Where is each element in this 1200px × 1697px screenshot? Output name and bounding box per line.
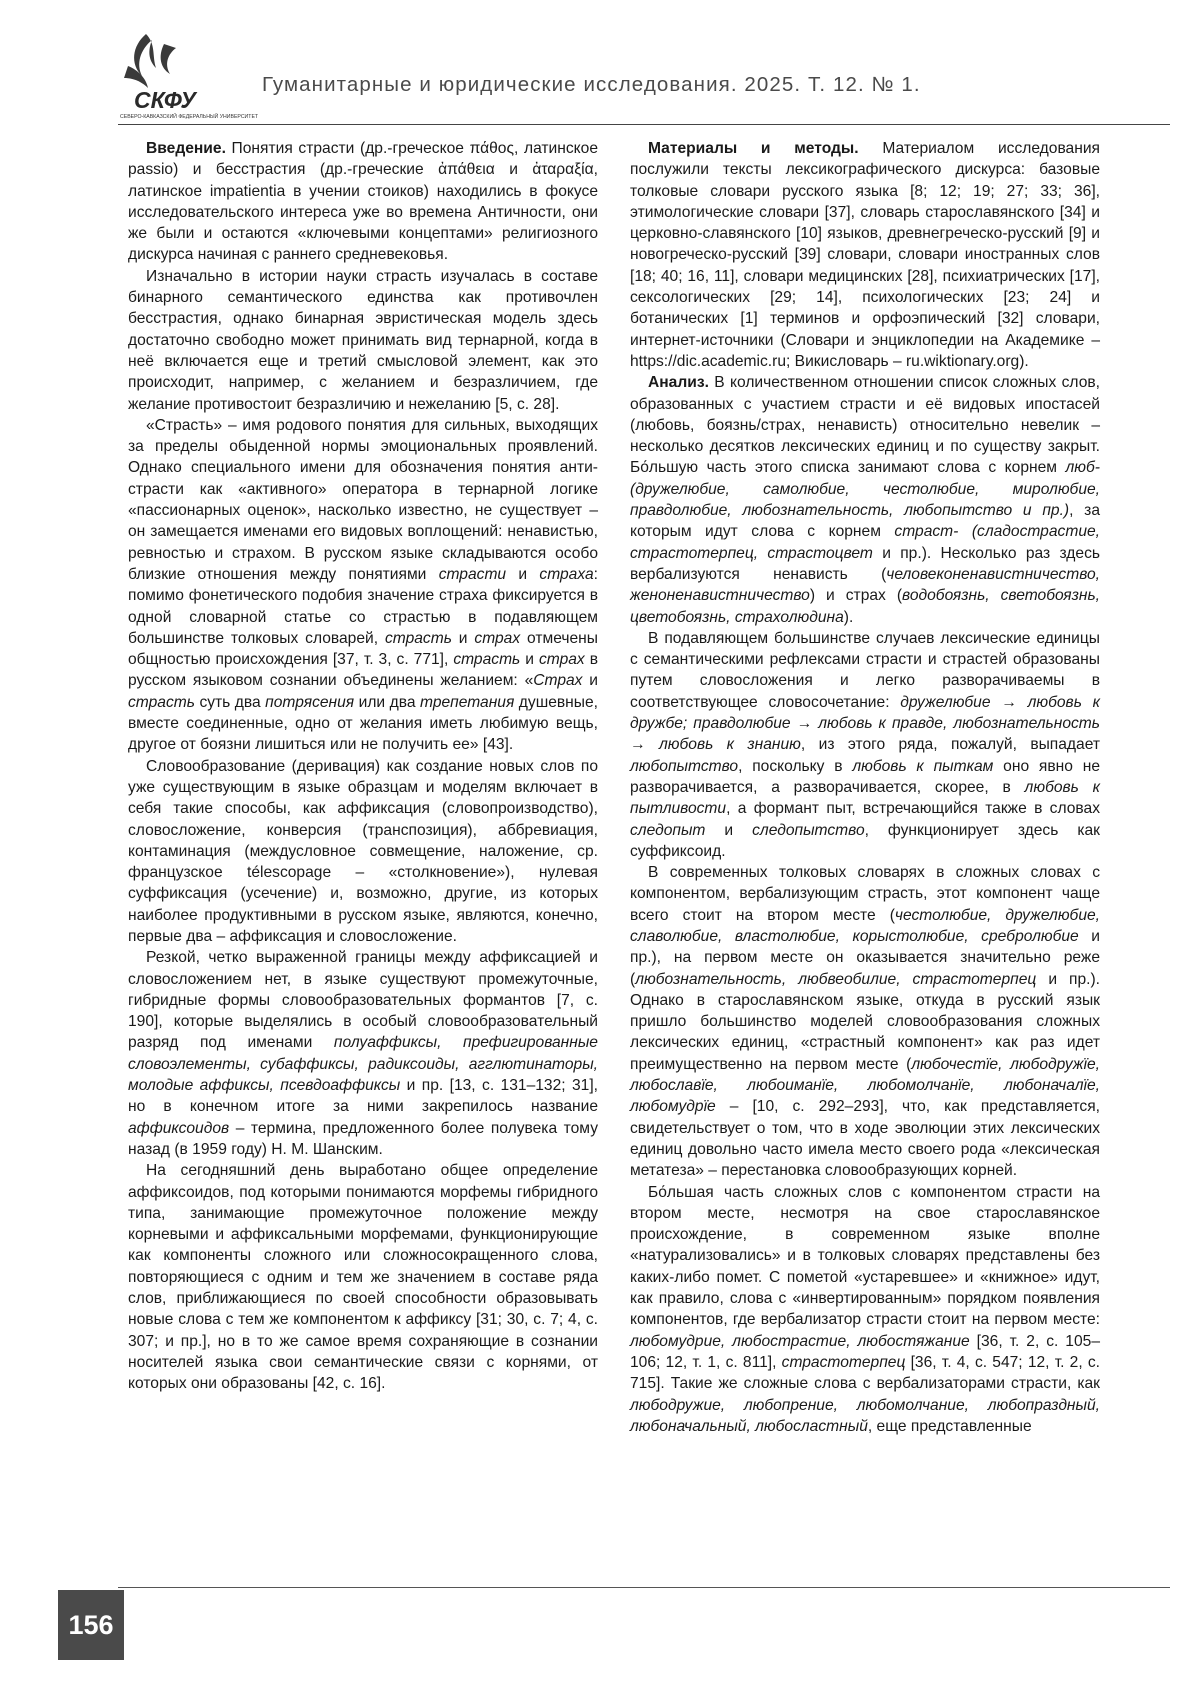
section-heading-methods: Материалы и методы. [648,140,859,157]
paragraph: Словообразование (деривация) как создание новых слов по уже существующим в языке образцам и моделям включает в себя такие способы, как аффиксация (словопроизводство), словосложение, конверсия (транспозиция), аббревиация, контаминация (междусловное совмещение, наложение, ср. французское télescopage – «столкновение»), нулевая суффиксация (усечение) и, возможно, другие, из которых наиболее продуктивными в русском языке, являются, конечно, первые два – аффиксация и словосложение. [128,757,598,945]
paragraph: В современных толковых словарях в сложных словах с компонентом, вербализующим страсть, этот компонент чаще всего стоит на втором месте (честолюбие, дружелюбие, славолюбие, властолюбие, корыстолюбие, сребролюбие и пр.), на первом месте он оказывается значительно реже (любознательность, любвеобилие, страстотерпец и пр.). Однако в старославянском языке, откуда в русский язык пришло большинство моделей словообразования сложных лексических единиц, «страстный компонент» как раз идет преимущественно на первом месте (любочестїе, любодружїе, любославїе, любоиманїе, любомолчанїе, любоначалїе, любомудрїе – [10, с. 292–293], что, как представляется, свидетельствует о том, что в ходе эволюции этих лексических единиц довольно часто имела место своего рода «лексическая метатеза» – перестановка словообразующих корней. [630,864,1101,1180]
paragraph: Изначально в истории науки страсть изучалась в составе бинарного семантического единства как противочлен бесстрастия, однако бинарная эвристическая модель здесь достаточно свободно может принимать вид тернарной, когда в неё включается еще и третий смысловой элемент, как это происходит, например, с желанием и безразличием, где желание противостоит безразличию и нежеланию [5, с. 28]. [128,267,598,413]
section-heading-analysis: Анализ. [648,374,709,392]
right-column [630,138,1100,1437]
page-number: 156 [58,1590,124,1660]
header-rule [118,124,1170,125]
paragraph-analysis: Анализ. В количественном отношении список сложных слов, образованных с участием страсти и её видовых ипостасей (любовь, боязнь/страх, ненависть) относительно невелик – несколько десятков лексических единиц и по существу закрыт. Бо́льшую часть этого списка занимают слова с корнем люб- (дружелюбие, самолюбие, честолюбие, миролюбие, правдолюбие, любознательность, любопытство и пр.), за которым идут слова с корнем страст- (сладострастие, страстотерпец, страстоцвет и пр.). Несколько раз здесь вербализуются ненависть (человеконенавистничество, женоненавистничество) и страх (водобоязнь, светобоязнь, цветобоязнь, страхолюдина). [630,374,1100,626]
page-header [0,0,1200,128]
section-heading-introduction: Введение. [146,140,226,157]
left-column [128,138,598,1395]
journal-title: Гуманитарные и юридические исследования. 2025. Т. 12. № 1. [262,73,921,96]
paragraph-introduction: Введение. Понятия страсти (др.-греческое πάθος, латинское passio) и бесстрастия (др.-греческие ἀπάθεια и ἀταραξία, латинское impatientia в учении стоиков) находились в фокусе исследовательского интереса уже во времена Античности, они же были и остаются «ключевыми концептами» религиозного дискурса начиная с раннего средневековья. [128,140,598,264]
logo-subtext: СЕВЕРО-КАВКАЗСКИЙ ФЕДЕРАЛЬНЫЙ УНИВЕРСИТЕТ [120,114,259,120]
footer-rule [118,1587,1170,1588]
paragraph: В подавляющем большинстве случаев лексические единицы с семантическими рефлексами страсти и страстей образованы путем словосложения и легко разворачиваемы в соответствующее словосочетание: дружелюбие → любовь к дружбе; правдолюбие → любовь к правде, любознательность → любовь к знанию, из этого ряда, пожалуй, выпадает любопытство, поскольку в любовь к пыткам оно явно не разворачивается, а разворачивается, скорее, в любовь к пытливости, а формант пыт, встречающийся также в словах следопыт и следопытство, функционирует здесь как суффиксоид. [630,629,1101,860]
logo-text: СКФУ [134,87,196,113]
skfu-logo [118,30,259,126]
paragraph: Резкой, четко выраженной границы между аффиксацией и словосложением нет, в языке существуют промежуточные, гибридные формы словообразовательных формантов [7, с. 190], которые выделялись в особый словообразовательный разряд под именами полуаффиксы, префигированные словоэлементы, субаффиксы, радиксоиды, агглютинаторы, молодые аффиксы, псевдоаффиксы и пр. [13, с. 131–132; 31], но в конечном итоге за ними закрепилось название аффиксоидов – термина, предложенного более полувека тому назад (в 1959 году) Н. М. Шанским. [128,949,599,1158]
paragraph: Бо́льшая часть сложных слов с компонентом страсти на втором месте, несмотря на свое старославянское происхождение, в современном языке вполне «натурализовались» и в толковых словарях представлены без каких-либо помет. С пометой «устаревшее» и «книжное» идут, как правило, слова с «инвертированным» порядком появления компонентов, где вербализатор страсти стоит на первом месте: любомудрие, любострастие, любостяжание [36, т. 2, с. 105–106; 12, т. 1, с. 811], страстотерпец [36, т. 4, с. 547; 12, т. 2, с. 715]. Такие же сложные слова с вербализаторами страсти, как любодружие, любопрение, любомолчание, любопраздный, любоначальный, любосластный, еще представленные [630,1183,1100,1435]
paragraph: На сегодняшний день выработано общее определение аффиксоидов, под которыми понимаются морфемы гибридного типа, занимающие промежуточное положение между корневыми и аффиксальными морфемами, функционирующие как компоненты сложного или сложносокращенного слова, повторяющиеся с одним и тем же значением в составе ряда слов, приближающиеся по своей способности образовывать новые слова с тем же компонентом к аффиксу [31; 30, с. 7; 4, с. 307; и пр.], но в то же самое время сохраняющие в сознании носителей языка свои семантические связи с корнями, от которых они образованы [42, с. 16]. [128,1162,598,1393]
paragraph: «Страсть» – имя родового понятия для сильных, выходящих за пределы обыденной нормы эмоциональных проявлений. Однако специального имени для обозначения понятия анти-страсти как «активного» оператора в тернарной логике «пассионарных оценок», насколько известно, не существует – он замещается именами его видовых воплощений: ненавистью, ревностью и страхом. В русском языке складываются особо близкие отношения между понятиями страсти и страха: помимо фонетического подобия значение страха фиксируется в одной словарной статье со страстью в подавляющем большинстве толковых словарей, страсть и страх отмечены общностью происхождения [37, т. 3, с. 771], страсть и страх в русском языковом сознании объединены желанием: «Страх и страсть суть два потрясения или два трепетания душевные, вместе соединенные, одно от желания иметь любимую вещь, другое от боязни лишиться или не получить ее» [43]. [128,416,598,754]
paragraph-methods: Материалы и методы. Материалом исследования послужили тексты лексикографического дискурса: базовые толковые словари русского языка [8; 12; 19; 27; 33; 36], этимологические словари [37], словарь старославянского [34] и церковно-славянского [10] языков, древнегреческо-русский [9] и новогреческо-русский [39] словари, словари иностранных слов [18; 40; 16, 11], словари медицинских [28], психиатрических [17], сексологических [29; 14], психологических [23; 24] и ботанических [1] терминов и орфоэпический [32] словари, интернет-источники (Словари и энциклопедии на Академике – https://dic.academic.ru; Викисловарь – ru.wiktionary.org). [630,140,1100,370]
